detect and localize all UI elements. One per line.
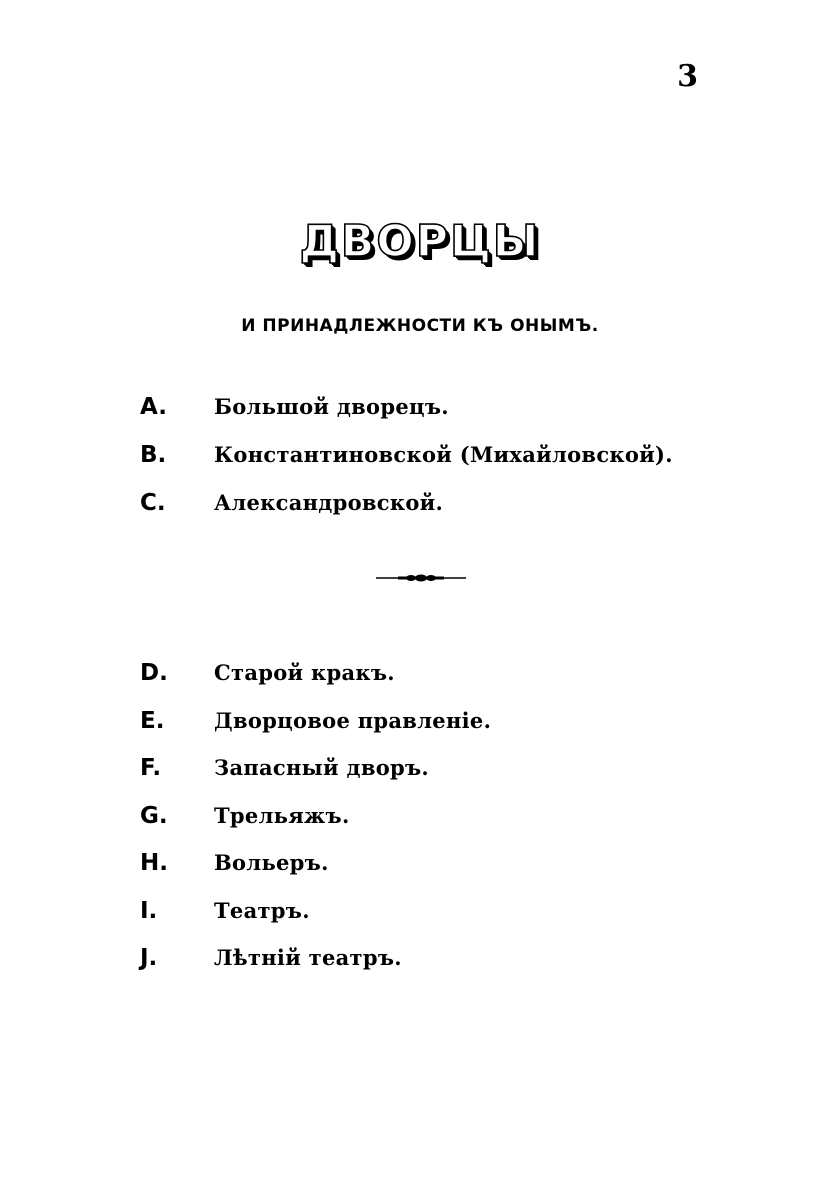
list-item: [140, 490, 673, 538]
list-item: [140, 442, 673, 490]
list-item: [140, 945, 491, 993]
appurtenance-list: [140, 660, 491, 993]
item-letter: B.: [140, 442, 167, 468]
item-letter: J.: [140, 945, 158, 971]
item-text: Запасный дворъ.: [214, 755, 430, 780]
item-letter: H.: [140, 850, 168, 876]
list-item: [140, 755, 491, 803]
page-title: ДВОРЦЫ: [299, 216, 541, 267]
item-letter: I.: [140, 897, 158, 924]
item-text: Театръ.: [214, 897, 310, 923]
list-item: [140, 660, 491, 708]
item-text: Лѣтній театръ.: [214, 945, 402, 970]
ornament-divider: [376, 572, 466, 584]
item-text: Дворцовое правленіе.: [214, 707, 492, 733]
list-item: [140, 394, 673, 442]
item-letter: C.: [140, 490, 166, 516]
palace-list: [140, 394, 673, 538]
list-item: [140, 708, 491, 756]
item-letter: F.: [140, 755, 162, 781]
item-letter: G.: [140, 802, 168, 829]
item-text: Александровской.: [214, 490, 444, 515]
list-item: [140, 898, 491, 946]
page-number: 3: [677, 59, 698, 94]
list-item: [140, 803, 491, 851]
item-letter: D.: [140, 660, 168, 686]
item-text: Трельяжъ.: [214, 802, 350, 828]
page-subtitle: И ПРИНАДЛЕЖНОСТИ КЪ ОНЫМЪ.: [241, 316, 599, 336]
list-item: [140, 850, 491, 898]
item-text: Большой дворецъ.: [214, 394, 449, 419]
item-letter: A.: [140, 394, 167, 420]
item-letter: E.: [140, 707, 165, 734]
item-text: Вольеръ.: [214, 850, 329, 875]
item-text: Старой кракъ.: [214, 660, 395, 685]
item-text: Константиновской (Михайловской).: [214, 442, 673, 467]
